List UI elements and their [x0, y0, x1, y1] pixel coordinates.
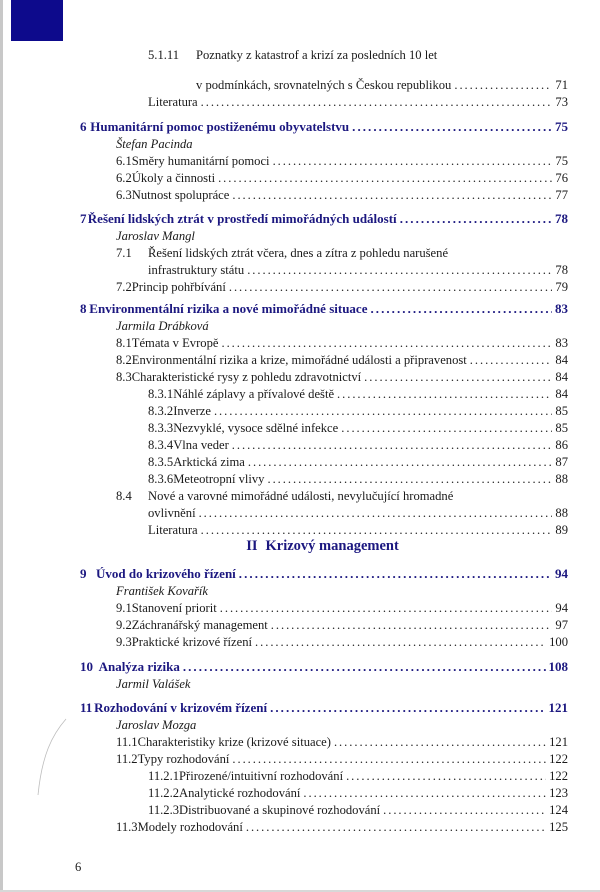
- dot-leader: [247, 262, 552, 278]
- chapter-number: 10: [80, 659, 93, 674]
- entry-page: 89: [555, 523, 568, 537]
- entry-title: Arktická zima: [173, 455, 245, 469]
- entry-number: 11.3: [116, 820, 138, 834]
- entry-page: 122: [549, 769, 568, 783]
- pencil-mark: [30, 715, 70, 805]
- chapter-number: 8: [80, 301, 87, 316]
- entry-page: 121: [549, 735, 568, 749]
- dot-leader: [201, 94, 553, 110]
- chapter-title: Analýza rizika: [98, 659, 180, 674]
- entry-number: 8.3.1: [148, 387, 174, 401]
- entry-title: Úkoly a činnosti: [131, 171, 216, 185]
- entry-title: Charakteristiky krize (krizové situace): [137, 735, 331, 749]
- toc-entry[interactable]: [116, 819, 568, 835]
- dot-leader: [221, 335, 552, 351]
- toc-entry[interactable]: [148, 785, 568, 801]
- toc-entry[interactable]: [116, 634, 568, 650]
- entry-title: Záchranářský management: [131, 618, 268, 632]
- entry-page: 73: [555, 95, 568, 109]
- dot-leader: [334, 734, 546, 750]
- chapter-title: Úvod do krizového řízení: [96, 566, 236, 581]
- entry-title: Environmentální rizika a krize, mimořádné události a připravenost: [131, 353, 467, 367]
- dot-leader: [232, 437, 553, 453]
- dot-leader: [383, 802, 546, 818]
- dot-leader: [273, 153, 553, 169]
- entry-page: 84: [555, 353, 568, 367]
- entry-title: Literatura: [148, 95, 198, 109]
- chapter-author: Jarmila Drábková: [116, 319, 209, 333]
- dot-leader: [341, 420, 552, 436]
- entry-page: 71: [555, 78, 568, 92]
- toc-entry[interactable]: [148, 802, 568, 818]
- part-heading: [0, 538, 600, 555]
- dot-leader: [346, 768, 546, 784]
- entry-title: Poznatky z katastrof a krizí za posledních 10 let: [196, 48, 438, 62]
- chapter-title: Humanitární pomoc postiženému obyvatelstvu: [90, 119, 350, 134]
- dot-leader: [270, 700, 545, 716]
- dot-leader: [303, 785, 546, 801]
- entry-title-continued: v podmínkách, srovnatelných s Českou republikou: [196, 78, 452, 92]
- entry-title: Analytické rozhodování: [179, 786, 301, 800]
- toc-entry[interactable]: [116, 279, 568, 295]
- entry-page: 78: [555, 263, 568, 277]
- entry-title: Stanovení priorit: [131, 601, 217, 615]
- dot-leader: [218, 170, 552, 186]
- dot-leader: [370, 301, 552, 317]
- toc-entry[interactable]: [116, 335, 568, 351]
- toc-entry[interactable]: [148, 420, 568, 436]
- entry-number: 8.3.2: [148, 404, 174, 418]
- entry-number: 8.3.5: [148, 455, 174, 469]
- entry-page: 76: [555, 171, 568, 185]
- toc-entry-continuation[interactable]: [196, 77, 568, 93]
- entry-page: 97: [555, 618, 568, 632]
- entry-number: 11.2.1: [148, 769, 180, 783]
- dot-leader: [470, 352, 553, 368]
- toc-entry[interactable]: [148, 403, 568, 419]
- dot-leader: [199, 505, 553, 521]
- toc-entry[interactable]: [148, 386, 568, 402]
- entry-page: 85: [555, 404, 568, 418]
- part-number: II: [246, 538, 258, 554]
- part-title: Krizový management: [265, 538, 399, 554]
- toc-entry-continuation[interactable]: [148, 505, 568, 521]
- corner-color-block: [11, 0, 63, 41]
- entry-number: 7.1: [116, 246, 132, 260]
- chapter-author: Štefan Pacinda: [116, 137, 193, 151]
- toc-entry[interactable]: [116, 734, 568, 750]
- entry-page: 83: [555, 336, 568, 350]
- chapter-author: Jarmil Valášek: [116, 677, 191, 691]
- entry-title: Náhlé záplavy a přívalové deště: [173, 387, 335, 401]
- entry-page: 100: [549, 635, 568, 649]
- entry-title: Řešení lidských ztrát včera, dnes a zítra z pohledu narušené: [148, 246, 449, 260]
- entry-number: 8.1: [116, 336, 132, 350]
- chapter-page: 121: [548, 700, 568, 715]
- entry-page: 84: [555, 370, 568, 384]
- dot-leader: [201, 522, 553, 538]
- dot-leader: [352, 119, 552, 135]
- entry-title: Směry humanitární pomoci: [131, 154, 270, 168]
- entry-title: Charakteristické rysy z pohledu zdravotnictví: [131, 370, 362, 384]
- entry-title: Princip pohřbívání: [131, 280, 226, 294]
- entry-page: 84: [555, 387, 568, 401]
- entry-number: 6.1: [116, 154, 132, 168]
- toc-chapter[interactable]: [80, 659, 568, 675]
- entry-number: 8.4: [116, 489, 132, 503]
- dot-leader: [246, 819, 546, 835]
- dot-leader: [337, 386, 552, 402]
- toc-entry[interactable]: [116, 245, 568, 261]
- entry-number: 9.1: [116, 601, 132, 615]
- toc-entry[interactable]: [116, 488, 568, 504]
- entry-number: 11.2.2: [148, 786, 180, 800]
- dot-leader: [255, 634, 546, 650]
- chapter-page: 108: [548, 659, 568, 674]
- toc-entry[interactable]: [148, 437, 568, 453]
- dot-leader: [232, 187, 552, 203]
- entry-page: 75: [555, 154, 568, 168]
- entry-number: 11.1: [116, 735, 138, 749]
- chapter-author: Jaroslav Mozga: [116, 718, 197, 732]
- entry-title-continued: ovlivnění: [148, 506, 196, 520]
- chapter-author: Jaroslav Mangl: [116, 229, 195, 243]
- chapter-page: 83: [555, 301, 568, 316]
- entry-number: 11.2: [116, 752, 138, 766]
- entry-title: Praktické krizové řízení: [131, 635, 253, 649]
- entry-number: 5.1.11: [148, 48, 180, 62]
- dot-leader: [229, 279, 553, 295]
- entry-number: 9.2: [116, 618, 132, 632]
- chapter-number: 11: [80, 700, 93, 715]
- dot-leader: [232, 751, 546, 767]
- entry-page: 86: [555, 438, 568, 452]
- page-number: 6: [75, 860, 82, 874]
- entry-page: 88: [555, 472, 568, 486]
- dot-leader: [220, 600, 553, 616]
- toc-entry[interactable]: [148, 454, 568, 470]
- toc-entry[interactable]: [116, 751, 568, 767]
- toc-entry[interactable]: [116, 369, 568, 385]
- entry-number: 8.3: [116, 370, 132, 384]
- toc-chapter[interactable]: [80, 211, 568, 227]
- chapter-number: 6: [80, 119, 87, 134]
- entry-number: 6.3: [116, 188, 132, 202]
- entry-page: 87: [555, 455, 568, 469]
- entry-page: 85: [555, 421, 568, 435]
- chapter-page: 94: [555, 566, 568, 581]
- toc-entry[interactable]: [116, 617, 568, 633]
- entry-page: 94: [555, 601, 568, 615]
- entry-number: 8.2: [116, 353, 132, 367]
- dot-leader: [267, 471, 552, 487]
- toc-entry[interactable]: [116, 153, 568, 169]
- entry-title: Přirozené/intuitivní rozhodování: [179, 769, 344, 783]
- entry-title: Vlna veder: [173, 438, 229, 452]
- entry-page: 88: [555, 506, 568, 520]
- dot-leader: [183, 659, 546, 675]
- entry-page: 79: [555, 280, 568, 294]
- toc-chapter[interactable]: [80, 301, 568, 317]
- entry-title: Distribuované a skupinové rozhodování: [179, 803, 381, 817]
- entry-number: 6.2: [116, 171, 132, 185]
- dot-leader: [364, 369, 552, 385]
- toc-chapter[interactable]: [80, 119, 568, 135]
- chapter-title: Rozhodování v krizovém řízení: [94, 700, 268, 715]
- entry-title: Literatura: [148, 523, 198, 537]
- entry-page: 77: [555, 188, 568, 202]
- entry-number: 8.3.3: [148, 421, 174, 435]
- toc-entry[interactable]: [148, 768, 568, 784]
- entry-page: 123: [549, 786, 568, 800]
- chapter-number: 9: [80, 566, 87, 581]
- chapter-author: František Kovařík: [116, 584, 208, 598]
- entry-title: Modely rozhodování: [137, 820, 243, 834]
- entry-title: Inverze: [173, 404, 211, 418]
- toc-entry[interactable]: [148, 94, 568, 110]
- dot-leader: [248, 454, 553, 470]
- entry-page: 125: [549, 820, 568, 834]
- entry-title-continued: infrastruktury státu: [148, 263, 245, 277]
- entry-title: Typy rozhodování: [137, 752, 230, 766]
- entry-number: 8.3.6: [148, 472, 174, 486]
- chapter-number: 7: [80, 211, 87, 226]
- toc-entry[interactable]: [148, 471, 568, 487]
- chapter-title: Řešení lidských ztrát v prostředí mimořádných událostí: [87, 211, 397, 226]
- entry-number: 8.3.4: [148, 438, 174, 452]
- toc-entry[interactable]: [148, 522, 568, 538]
- entry-number: 11.2.3: [148, 803, 180, 817]
- entry-number: 7.2: [116, 280, 132, 294]
- chapter-page: 78: [555, 211, 568, 226]
- entry-number: 9.3: [116, 635, 132, 649]
- entry-title: Nové a varovné mimořádné události, nevylučující hromadné: [148, 489, 454, 503]
- toc-entry[interactable]: [116, 352, 568, 368]
- entry-title: Nezvyklé, vysoce sdělné infekce: [173, 421, 339, 435]
- dot-leader: [271, 617, 553, 633]
- entry-title: Meteotropní vlivy: [173, 472, 265, 486]
- chapter-page: 75: [555, 119, 568, 134]
- toc-entry[interactable]: [116, 170, 568, 186]
- dot-leader: [214, 403, 552, 419]
- dot-leader: [454, 77, 552, 93]
- toc-chapter[interactable]: [80, 566, 568, 582]
- toc-entry-continuation[interactable]: [148, 262, 568, 278]
- entry-page: 122: [549, 752, 568, 766]
- entry-title: Témata v Evropě: [131, 336, 219, 350]
- entry-title: Nutnost spolupráce: [131, 188, 230, 202]
- dot-leader: [400, 211, 552, 227]
- entry-page: 124: [549, 803, 568, 817]
- chapter-title: Environmentální rizika a nové mimořádné situace: [89, 301, 368, 316]
- toc-chapter[interactable]: [80, 700, 568, 716]
- toc-entry[interactable]: [116, 600, 568, 616]
- toc-entry[interactable]: [116, 187, 568, 203]
- dot-leader: [239, 566, 552, 582]
- page-edge: [0, 0, 3, 892]
